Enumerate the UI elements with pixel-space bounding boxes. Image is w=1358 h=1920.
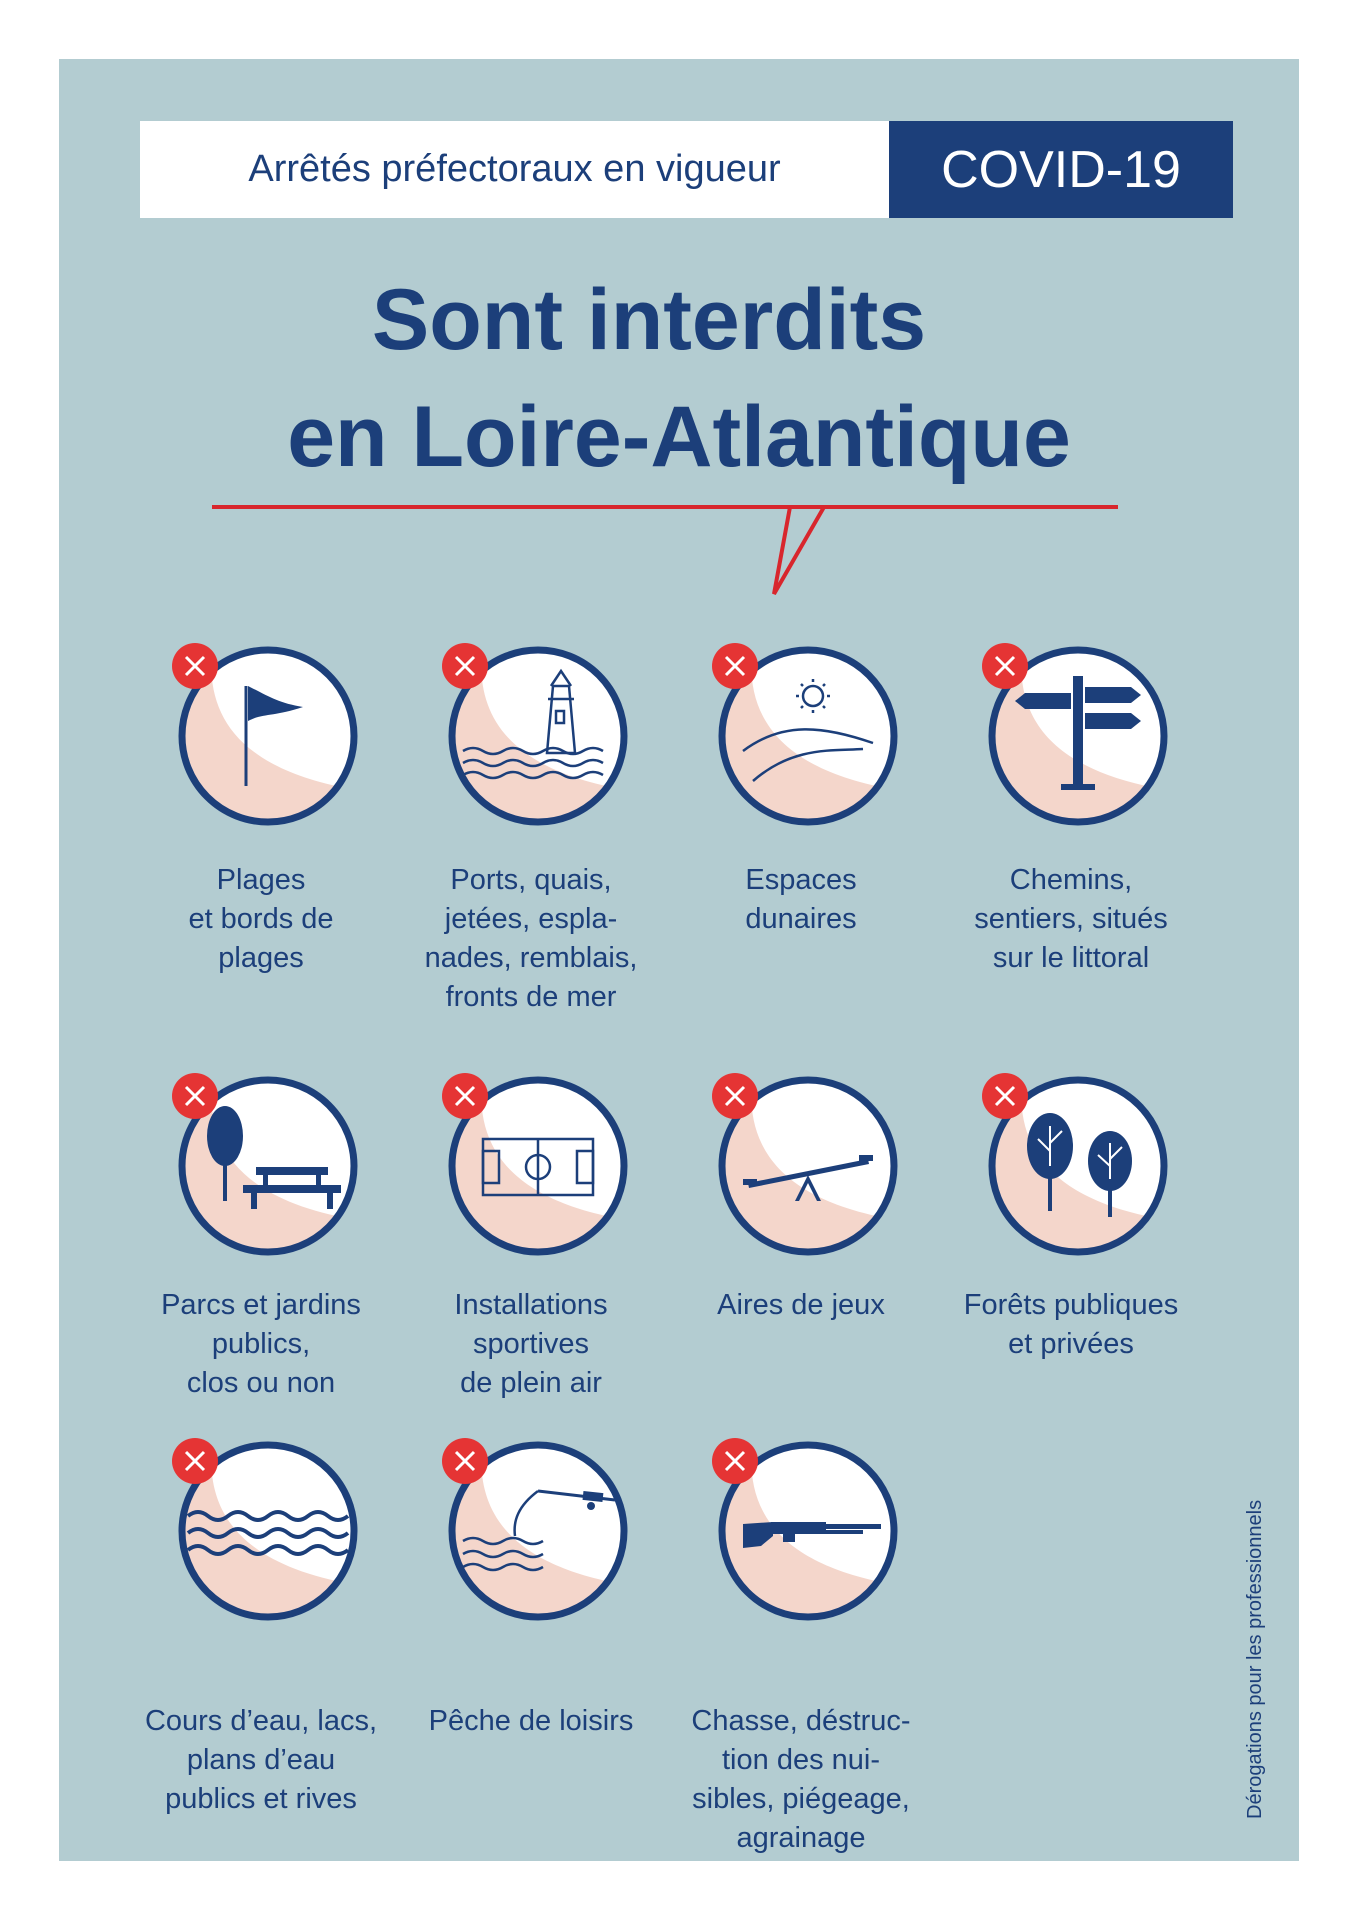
prohibited-icon [172,1073,218,1119]
header-bar [140,121,1233,218]
item-label: Installations sportives de plein air [454,1289,608,1399]
rifle-icon [713,1436,903,1626]
prohibited-icon [442,1073,488,1119]
item-label: Pêche de loisirs [428,1705,634,1737]
item-label: Forêts publiques et privées [963,1289,1179,1360]
item-label: Chemins, sentiers, situés sur le littoral [974,864,1168,974]
prohibited-icon [442,643,488,689]
prohibited-icon [172,1438,218,1484]
item-label: Cours d’eau, lacs, plans d’eau publics et rives [144,1705,378,1815]
park-bench-icon [173,1071,363,1261]
page-title-line-2: en Loire-Atlantique [287,389,1071,485]
poster [59,59,1299,1861]
flag-icon [173,641,363,831]
item-label: Aires de jeux [717,1289,885,1321]
side-note-derogations: Dérogations pour les professionnels [1244,1499,1266,1819]
trees-icon [983,1071,1173,1261]
signpost-icon [983,641,1173,831]
seesaw-icon [713,1071,903,1261]
prohibited-icon [442,1438,488,1484]
covid-badge: COVID-19 [889,121,1233,218]
waves-icon [173,1436,363,1626]
item-label: Espaces dunaires [745,864,857,935]
item-label: Ports, quais, jetées, espla- nades, remblais, fronts de mer [424,864,638,1013]
prohibited-icon [712,643,758,689]
prohibited-icon [982,643,1028,689]
sports-field-icon [443,1071,633,1261]
fishing-rod-icon [443,1436,633,1626]
prohibited-icon [982,1073,1028,1119]
item-label: Plages et bords de plages [188,864,334,974]
page-title-line-1: Sont interdits [371,272,927,368]
prohibited-icon [712,1073,758,1119]
item-label: Chasse, déstruc- tion des nui- sibles, piégeage, agrainage [691,1705,911,1854]
dune-icon [713,641,903,831]
item-label: Parcs et jardins publics, clos ou non [161,1289,361,1399]
header-subtitle: Arrêtés préfectoraux en vigueur [140,121,889,218]
prohibited-icon [172,643,218,689]
lighthouse-icon [443,641,633,831]
prohibited-icon [712,1438,758,1484]
